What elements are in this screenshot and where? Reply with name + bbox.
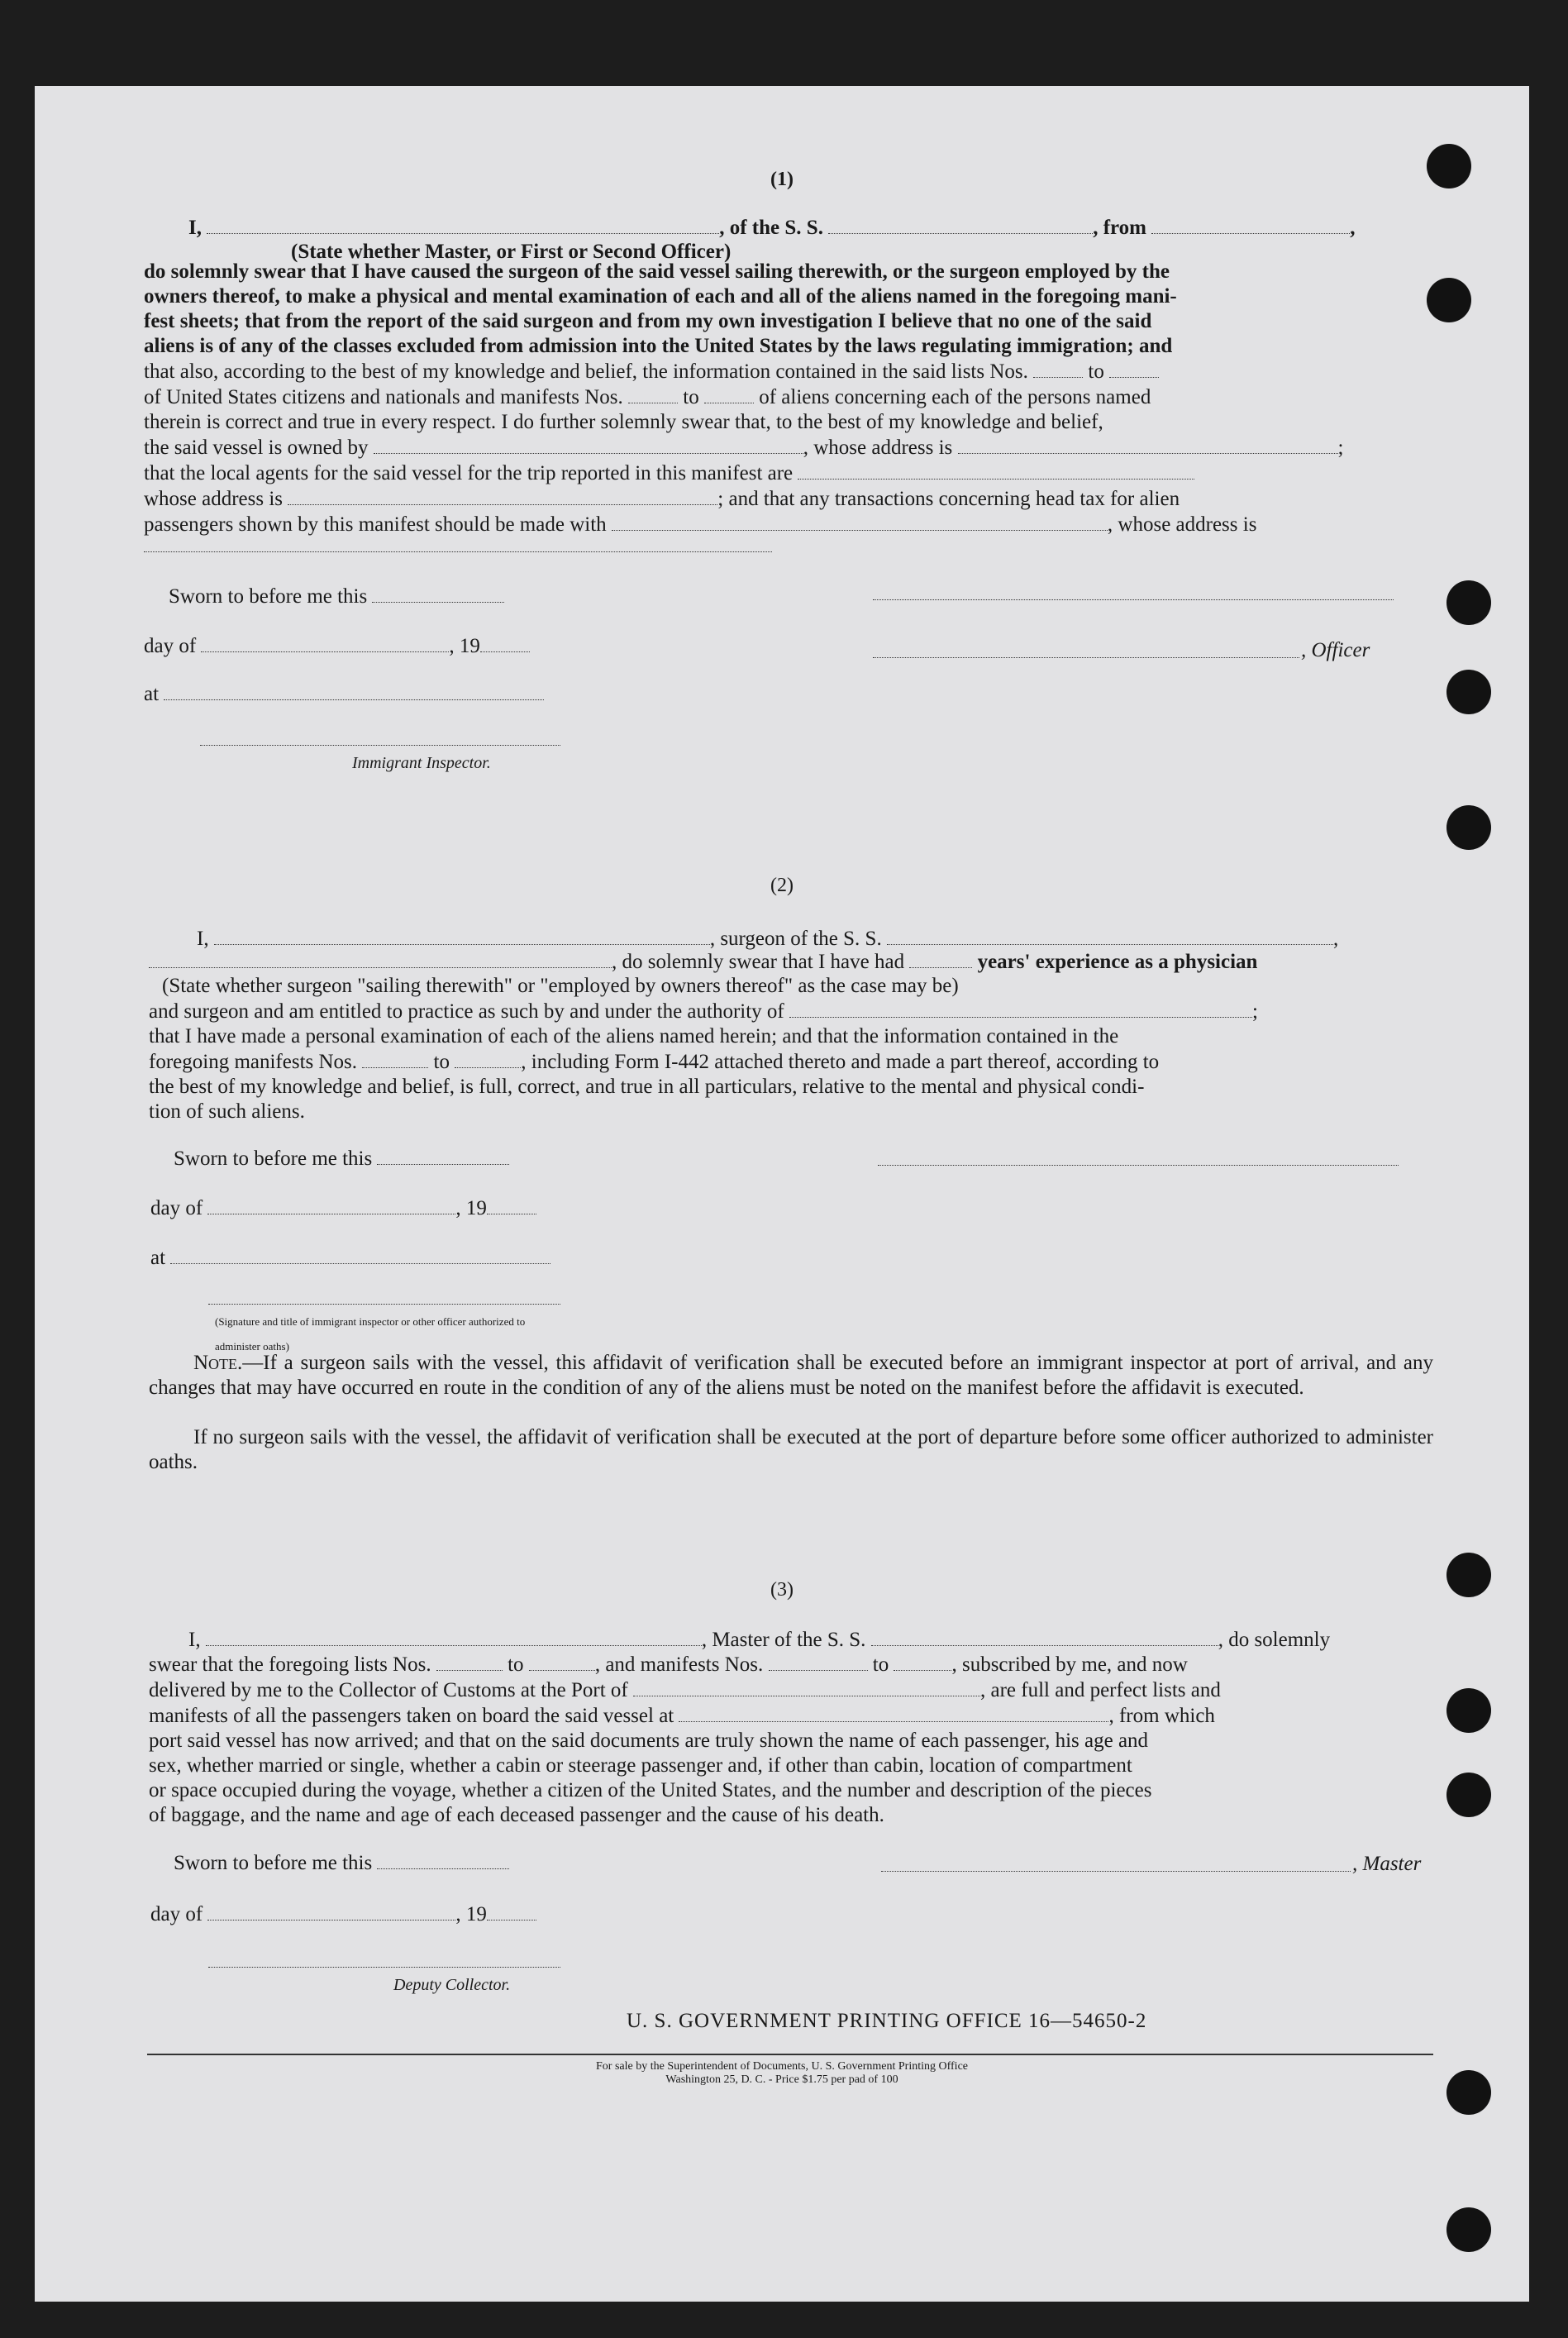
punch-hole [1446,1688,1491,1733]
s1-sworn: Sworn to before me this [169,584,504,609]
s2-sworn: Sworn to before me this [174,1146,509,1171]
sale-notice-1: For sale by the Superintendent of Documents, U. S. Government Printing Office [596,2060,968,2073]
punch-hole [1446,2207,1491,2252]
s2-paragraph: and surgeon and am entitled to practice as such by and under the authority of ; that I have made a personal examination of each of the aliens named herein; and that the information contained in the foregoing manifests Nos. to , including Form I-442 attached thereto and made a part thereof, according to the best of my knowledge and belief, is full, correct, and true in all particulars, relative to the mental and physical condi- tion of such aliens. [149,1000,1258,1123]
s1-opening: I, , of the S. S. , from , [188,217,1356,239]
punch-hole [1446,670,1491,714]
s3-paragraph: swear that the foregoing lists Nos. to , and manifests Nos. to , subscribed by me, and now delivered by me to the Collector of Customs at the Port of , are full and perfect lists and manifests of all the passengers taken on board the said vessel at , from which port said vessel has now arrived; and that on the said documents are truly shown the name of each passenger, his age and sex, whether married or single, whether a cabin or steerage passenger and, if other than cabin, location of compartment or space occupied during the voyage, whether a citizen of the United States, and the number and description of the pieces of baggage, and the name and age of each deceased passenger and the cause of his death. [149,1653,1221,1826]
punch-hole [1446,1773,1491,1817]
s3-sworn: Sworn to before me this [174,1850,509,1876]
section-3-number: (3) [770,1579,794,1601]
footer-rule [147,2054,1433,2055]
s2-line2: , do solemnly swear that I have had years' experience as a physician [149,949,1257,975]
s2-day-of: day of , 19 [150,1195,536,1221]
s1-officer-label: , Officer [1301,639,1370,661]
s3-collector-line [208,1966,560,1968]
s2-surgeon-caption: (State whether surgeon "sailing therewith" or "employed by owners thereof" as the case may be) [162,975,959,997]
s1-officer-caption: (State whether Master, or First or Second Officer) [291,241,732,263]
s2-note-2: If no surgeon sails with the vessel, the affidavit of verification shall be executed at the port of departure before some officer authorized to administer oaths. [149,1426,1433,1473]
s3-collector-label: Deputy Collector. [393,1976,511,1994]
s1-inspector-label: Immigrant Inspector. [352,754,491,772]
s1-paragraph: do solemnly swear that I have caused the surgeon of the said vessel sailing therewith, or the surgeon employed by the owners thereof, to make a physical and mental examination of each and all of the aliens named in the foregoing mani- fest sheets; that from the report of the said surgeon and from my own investigation I believe that no one of the said aliens is of any of the classes excluded from admission into the United States by the laws regulating immigration; and [144,260,1177,357]
punch-hole [1446,805,1491,850]
s2-note: Note.—If a surgeon sails with the vessel, this affidavit of verification shall be executed before an immigrant inspector at port of arrival, and any changes that may have occurred en route in the condition of any of the aliens must be noted on the manifest before the affidavit is executed. [149,1352,1433,1399]
punch-hole [1427,278,1471,322]
s3-master-label: , Master [1352,1853,1422,1875]
s2-opening: I, , surgeon of the S. S. , [197,928,1339,950]
s2-signature-line [878,1164,1399,1166]
s1-officer-signature-line [873,599,1394,600]
s1-officer-line [873,656,1299,658]
s2-sig-caption: (Signature and title of immigrant inspector or other officer authorized to administer oaths) [215,1315,526,1353]
s1-address-line [144,551,772,552]
s3-day-of: day of , 19 [150,1901,536,1927]
s1-paragraph-plain: that also, according to the best of my knowledge and belief, the information contained in the said lists Nos. to of United States citizens and nationals and manifests Nos. to of aliens concerning each of the persons named therein is correct and true in every respect. I do further solemnly swear that, to the best of my knowledge and belief, the said vessel is owned by , whose address is ; that the local agents for the said vessel for the trip reported in this manifest are whose address is ; and that any transactions concerning head tax for alien passengers shown by this manifest should be made with , whose address is [144,360,1344,536]
s3-opening: I, , Master of the S. S. , do solemnly [188,1629,1331,1651]
s1-inspector-line [200,744,560,746]
section-1-number: (1) [770,169,794,190]
s3-master-signature-line [881,1870,1351,1872]
sale-notice-2: Washington 25, D. C. - Price $1.75 per pad of 100 [665,2073,898,2086]
s2-at: at [150,1245,550,1271]
manifest-form-page [35,86,1529,2302]
s1-at: at [144,681,544,707]
gpo-imprint: U. S. GOVERNMENT PRINTING OFFICE 16—54650-2 [627,2010,1147,2032]
s1-day-of: day of , 19 [144,633,530,659]
section-2-number: (2) [770,875,794,896]
s2-signature-line-2 [208,1303,560,1305]
punch-hole [1446,580,1491,625]
